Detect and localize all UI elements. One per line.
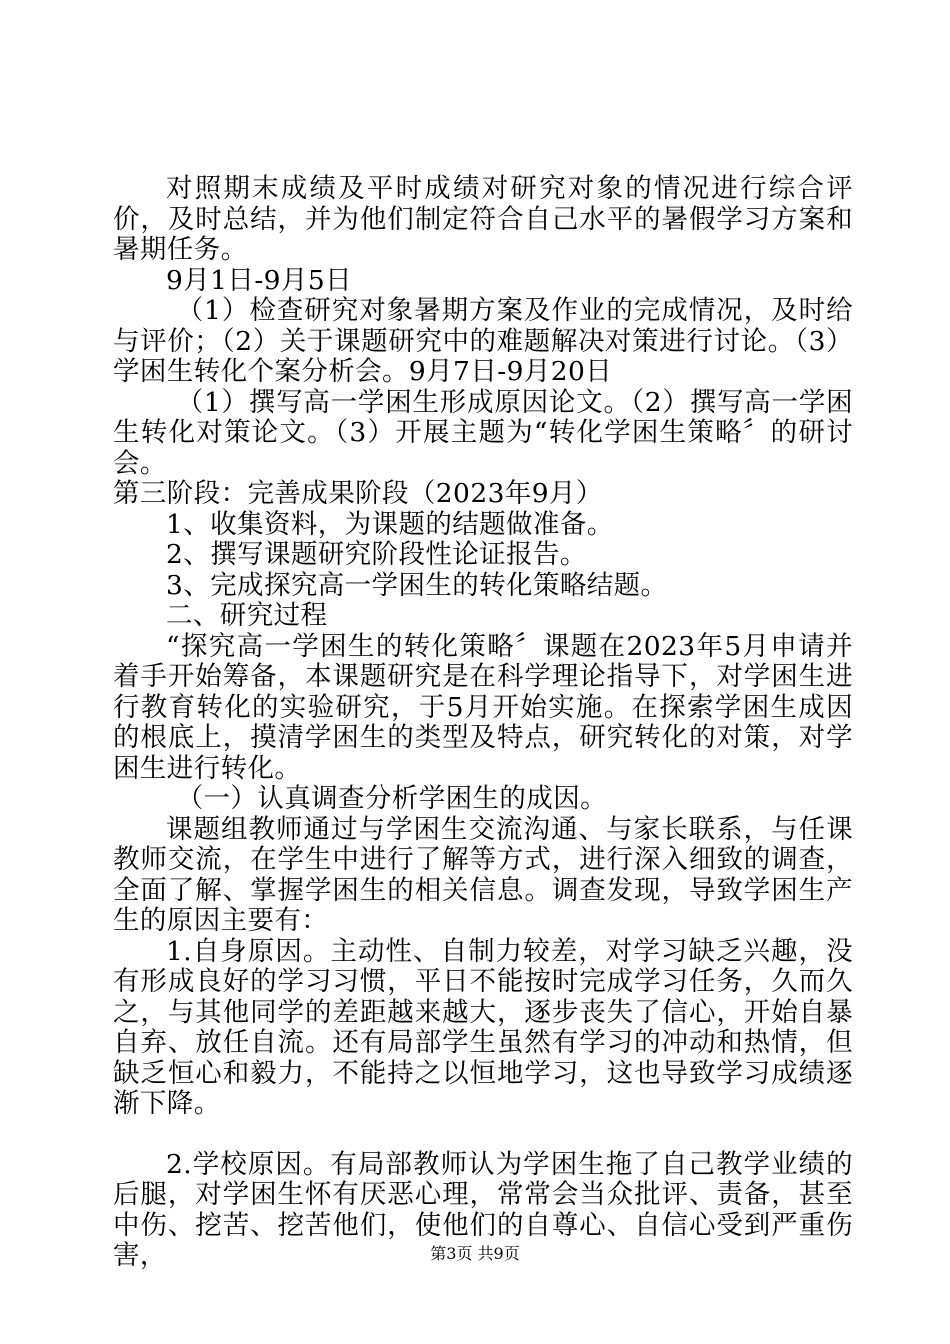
paragraph-self-causes: 1.自身原因。主动性、自制力较差，对学习缺乏兴趣，没有形成良好的学习习惯，平日不能按时完成学习任务，久而久之，与其他同学的差距越来越大，逐步丧失了信心，开始自暴自弃、放任自流。还有局部学生虽然有学习的冲动和热情，但缺乏恒心和毅力，不能持之以恒地学习，这也导致学习成绩逐渐下降。 xyxy=(113,935,853,1119)
list-item-collect: 1、收集资料，为课题的结题做准备。 xyxy=(166,508,614,540)
heading-subsection-one: （一）认真调查分析学困生的成因。 xyxy=(176,783,607,814)
list-item-conclude: 3、完成探究高一学困生的转化策略结题。 xyxy=(166,569,668,601)
heading-stage-three: 第三阶段：完善成果阶段（2023年9月） xyxy=(113,478,603,509)
paragraph-school-causes: 2.学校原因。有局部教师认为学困生拖了自己教学业绩的后腿，对学困生怀有厌恶心理，常常会当众批评、责备，甚至中伤、挖苦、挖苦他们，使他们的自尊心、自信心受到严重伤害， xyxy=(113,1148,853,1271)
paragraph-writing-tasks: （1）撰写高一学困生形成原因论文。（2）撰写高一学困生转化对策论文。（3）开展主题为“转化学困生策略〞的研讨会。 xyxy=(113,386,853,479)
heading-research-process: 二、研究过程 xyxy=(166,600,328,631)
paragraph-project-intro: “探究高一学困生的转化策略〞课题在2023年5月申请并着手开始筹备，本课题研究是在科学理论指导下，对学困生进行教育转化的实验研究，于5月开始实施。在探索学困生成因的根底上，摸清学困生的类型及特点，研究转化的对策，对学困生进行转化。 xyxy=(113,630,853,784)
paragraph-date-range-1: 9月1日-9月5日 xyxy=(166,264,352,296)
paragraph-summary: 对照期末成绩及平时成绩对研究对象的情况进行综合评价，及时总结，并为他们制定符合自己水平的暑假学习方案和暑期任务。 xyxy=(113,173,853,265)
page-footer xyxy=(0,1244,950,1264)
paragraph-september-tasks: （1）检查研究对象暑期方案及作业的完成情况，及时给与评价；（2）关于课题研究中的难题解决对策进行讨论。（3）学困生转化个案分析会。9月7日-9月20日 xyxy=(113,295,853,387)
list-item-report: 2、撰写课题研究阶段性论证报告。 xyxy=(166,539,587,570)
document-body xyxy=(113,174,853,1272)
paragraph-investigation: 课题组教师通过与学困生交流沟通、与家长联系，与任课教师交流，在学生中进行了解等方式，进行深入细致的调查，全面了解、掌握学困生的相关信息。调查发现，导致学困生产生的原因主要有： xyxy=(113,813,853,936)
page-number-label: 第3页 共9页 xyxy=(430,1244,520,1263)
